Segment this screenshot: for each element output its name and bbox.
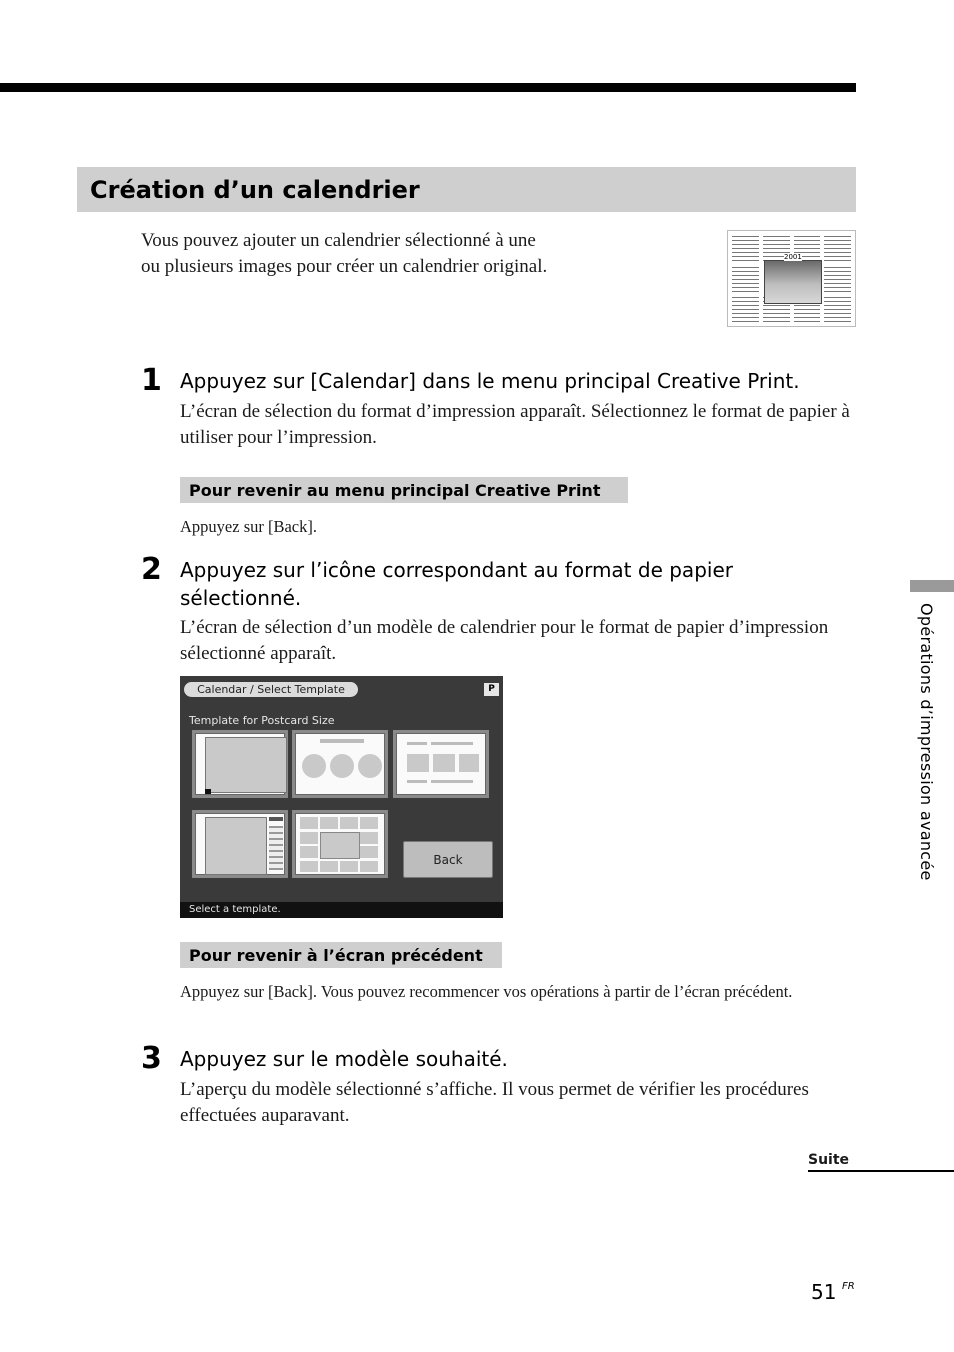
step-2-number: 2: [141, 552, 162, 587]
step-3-body: L’aperçu du modèle sélectionné s’affiche. Il vous permet de vérifier les procédures effectuées auparavant.: [180, 1079, 809, 1126]
calendar-thumbnail: [727, 230, 856, 327]
step-1-body: L’écran de sélection du format d’impression apparaît. Sélectionnez le format de papier à utiliser pour l’impression.: [180, 401, 850, 448]
month-block: [824, 296, 851, 322]
month-block: [732, 265, 759, 291]
step-3-number: 3: [141, 1041, 162, 1076]
intro-text: [141, 228, 661, 280]
template-2[interactable]: [292, 730, 388, 798]
note-2-header: Pour revenir à l’écran précédent: [180, 942, 502, 968]
top-rule: [0, 83, 856, 92]
intro-line-2: ou plusieurs images pour créer un calendrier original.: [141, 256, 548, 277]
step-2-body: L’écran de sélection d’un modèle de calendrier pour le format de papier d’impression sélectionné apparaît.: [180, 617, 829, 664]
screen-status-bar: Select a template.: [180, 902, 503, 918]
note-1-body: Appuyez sur [Back].: [180, 517, 317, 536]
side-section-label: Opérations d’impression avancée: [917, 603, 936, 881]
note-1-header: Pour revenir au menu principal Creative Print: [180, 477, 628, 503]
template-3[interactable]: [393, 730, 489, 798]
device-screen: [180, 676, 503, 918]
intro-line-1: Vous pouvez ajouter un calendrier sélectionné à une: [141, 230, 536, 251]
step-1-number: 1: [141, 363, 162, 398]
template-5[interactable]: [292, 810, 388, 878]
template-1[interactable]: [192, 730, 288, 798]
template-4[interactable]: [192, 810, 288, 878]
section-title: Création d’un calendrier: [77, 167, 856, 212]
continued-label: Suite: [808, 1152, 954, 1172]
step-3-title: Appuyez sur le modèle souhaité.: [180, 1047, 508, 1071]
print-size-badge: P: [484, 683, 499, 696]
calendar-photo: [764, 260, 822, 304]
month-block: [732, 296, 759, 322]
month-block: [824, 265, 851, 291]
screen-breadcrumb: Calendar / Select Template: [184, 682, 358, 697]
note-2-body: Appuyez sur [Back]. Vous pouvez recommencer vos opérations à partir de l’écran précédent.: [180, 982, 793, 1001]
screen-heading: Template for Postcard Size: [189, 714, 335, 727]
page-number: 51: [811, 1280, 837, 1304]
month-block: [824, 235, 851, 261]
side-tab-marker: [910, 580, 954, 592]
back-button[interactable]: Back: [403, 841, 493, 878]
step-2-title: Appuyez sur l’icône correspondant au format de papier sélectionné.: [180, 558, 733, 610]
month-block: [732, 235, 759, 261]
step-1-title: Appuyez sur [Calendar] dans le menu principal Creative Print.: [180, 369, 800, 393]
calendar-year: 2001: [784, 253, 802, 261]
page-language: FR: [842, 1281, 855, 1292]
